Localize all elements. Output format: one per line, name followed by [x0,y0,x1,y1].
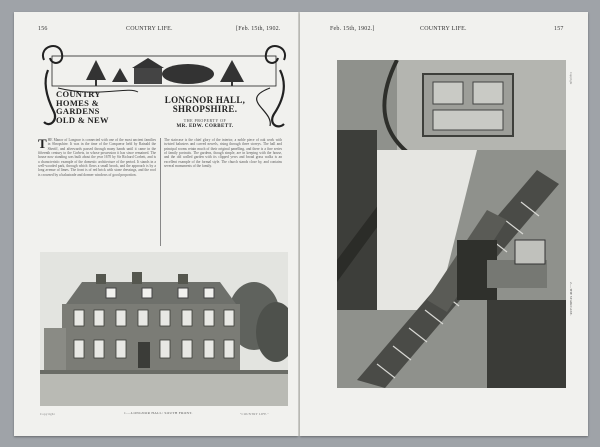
left-page-number: 156 [38,26,48,32]
staircase-photo-icon [337,60,566,388]
staircase-credit: Copyright [569,72,573,85]
right-magazine-title: COUNTRY LIFE. [420,26,467,32]
staircase-photo [337,60,566,388]
property-of-label: THE PROPERTY OF [183,118,227,123]
south-front-photo [40,252,288,406]
series-title-line: COUNTRY [56,89,101,99]
body-text: HE Manor of Longnor is connected with one of the most ancient families in Shropshire. It was in the time of the Conqueror held by Rainald the Sheriff, and afterwards passed through many hands until it came in the fifteenth century to the Corbets, in whose possession it has since remained. The house now standing was built about the year 1670 by Sir Richard Corbett, and is a characteristic example of the domestic architecture of the period. It stands in a well-wooded park, through which flows a small brook, and the approach is by a long avenue of limes. The front is of red brick with stone dressings, and the roof is crowned by a balustrade and dormer windows of good proportion. [38,138,156,177]
series-title-line: GARDENS [56,106,100,116]
article-title-line: SHROPSHIRE. [172,104,238,114]
right-page-number: 157 [554,26,564,32]
owner-name: MR. EDW. CORBETT. [176,124,234,129]
series-title-line: HOMES & [56,97,99,108]
photo-caption: 1.—LONGNOR HALL: SOUTH FRONT. [124,411,193,415]
series-title-line: OLD & NEW [56,114,109,125]
article-title [140,96,270,114]
column-divider [160,138,161,246]
house-photo-icon [40,252,288,406]
body-column-2 [164,138,282,246]
left-page [14,12,298,436]
staircase-caption: 2.—THE STAIRCASE. [569,282,573,316]
photo-credit-left: Copyright [40,412,55,416]
drop-cap: T [38,138,47,151]
magazine-spread [14,12,588,436]
photo-credit-right: "COUNTRY LIFE." [240,412,270,416]
article-title-line: LONGNOR HALL, [164,95,246,105]
series-title [56,90,136,124]
left-issue-date: [Feb. 15th, 1902. [236,26,281,32]
right-page [300,12,588,436]
series-banner [38,40,290,132]
right-issue-date: Feb. 15th, 1902.] [330,26,375,32]
left-magazine-title: COUNTRY LIFE. [126,26,173,32]
body-column-1 [38,138,156,246]
body-text: The staircase is the chief glory of the interior, a noble piece of oak work with twisted balusters and carved newels, rising through three storeys. The hall and principal rooms retain much of their original panelling, and there is a fine series of family portraits. The gardens, though simple, are in keeping with the house, and the old walled garden with its clipped yews and broad grass walks is an excellent example of the formal style. The church stands close by, and contains several monuments of the family. [164,138,282,169]
